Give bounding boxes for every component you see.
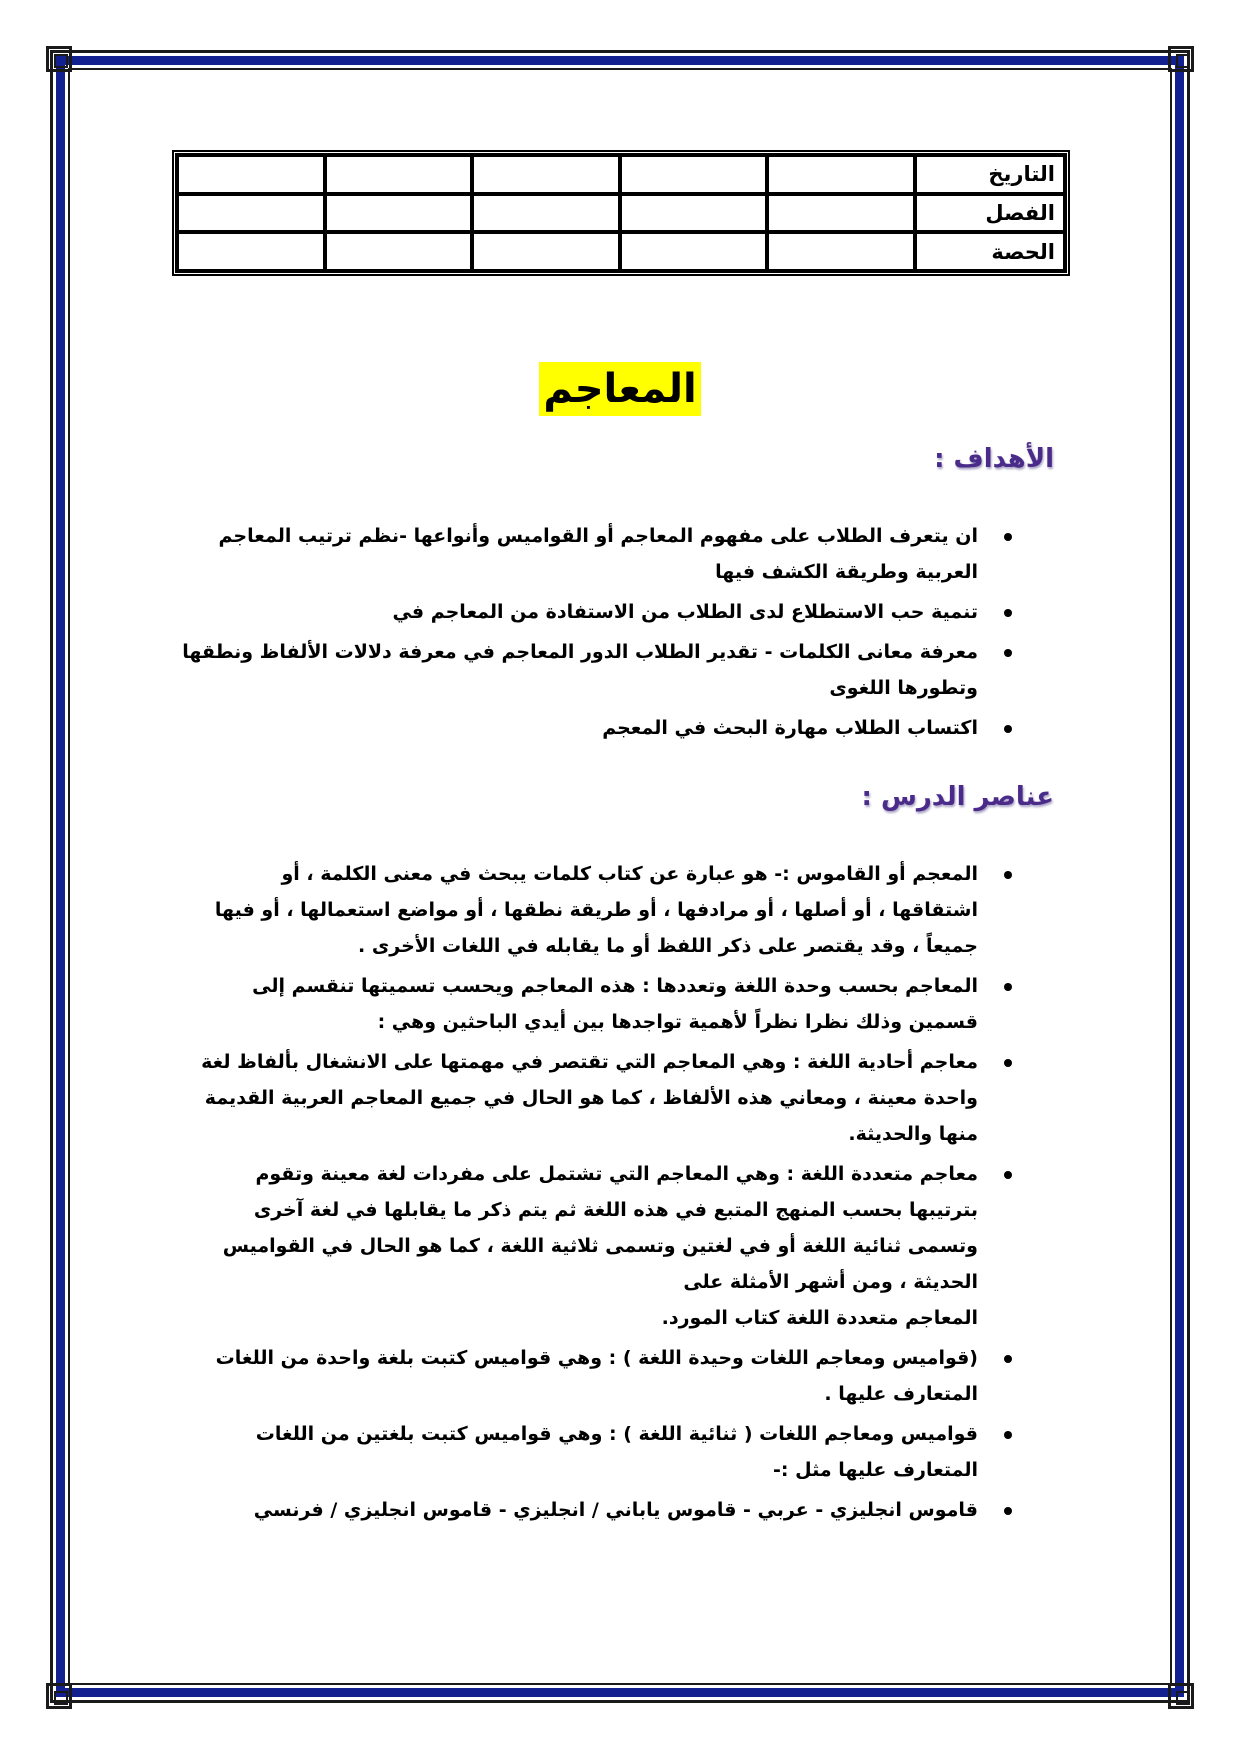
table-cell — [620, 194, 768, 233]
list-item-line: قاموس انجليزي - عربي - قاموس ياباني / انجليزي - قاموس انجليزي / فرنسي — [253, 1499, 978, 1521]
lesson-elements-heading: عناصر الدرس : — [861, 782, 1054, 812]
list-item — [158, 1156, 978, 1336]
table-cell — [177, 232, 325, 271]
list-item — [158, 1340, 978, 1412]
border-corner-ornament — [46, 46, 72, 72]
table-cell — [767, 232, 915, 271]
table-cell — [767, 155, 915, 194]
table-cell — [325, 155, 473, 194]
list-item-line: المعاجم بحسب وحدة اللغة وتعددها : هذه المعاجم ويحسب تسميتها تنقسم إلى — [252, 975, 978, 997]
list-item-line: معاجم أحادية اللغة : وهي المعاجم التي تقتصر في مهمتها على الانشغال بألفاظ لغة — [201, 1051, 978, 1073]
list-item-line: معرفة معانى الكلمات - تقدير الطلاب الدور المعاجم في معرفة دلالات الألفاظ ونطقها — [182, 641, 978, 663]
list-item-line: بترتيبها بحسب المنهج المتبع في هذه اللغة ثم يتم ذكر ما يقابلها في لغة آخرى — [253, 1199, 978, 1221]
table-cell — [177, 194, 325, 233]
list-item-line: قسمين وذلك نظرا نظراً لأهمية تواجدها بين أيدي الباحثين وهي : — [377, 1011, 978, 1033]
list-item-line: (قواميس ومعاجم اللغات وحيدة اللغة ) : وهي قواميس كتبت بلغة واحدة من اللغات — [215, 1347, 978, 1369]
table-cell — [472, 232, 620, 271]
table-cell — [472, 155, 620, 194]
goals-list — [158, 518, 978, 750]
list-item-line: المعاجم متعددة اللغة كتاب المورد. — [661, 1307, 978, 1329]
list-item-line: وتسمى ثنائية اللغة أو في لغتين وتسمى ثلاثية اللغة ، كما هو الحال في القواميس — [222, 1235, 978, 1257]
lesson-info-table — [172, 150, 1070, 276]
list-item-line: معاجم متعددة اللغة : وهي المعاجم التي تشتمل على مفردات لغة معينة وتقوم — [255, 1163, 978, 1185]
table-cell — [325, 232, 473, 271]
list-item — [158, 710, 978, 746]
list-item — [158, 1492, 978, 1528]
list-item-line: تنمية حب الاستطلاع لدى الطلاب من الاستفادة من المعاجم في — [392, 601, 978, 623]
lesson-elements-list — [158, 856, 978, 1532]
table-cell — [177, 155, 325, 194]
table-cell — [767, 194, 915, 233]
border-corner-ornament — [46, 1683, 72, 1709]
list-item-line: اشتقاقها ، أو أصلها ، أو مرادفها ، أو طريقة نطقها ، أو مواضع استعمالها ، أو فيها — [214, 899, 978, 921]
table-row — [177, 232, 1065, 271]
table-row — [177, 194, 1065, 233]
list-item-line: المعجم أو القاموس :- هو عبارة عن كتاب كلمات يبحث في معنى الكلمة ، أو — [281, 863, 978, 885]
list-item — [158, 1416, 978, 1488]
list-item-line: منها والحديثة. — [848, 1123, 978, 1145]
list-item-line: اكتساب الطلاب مهارة البحث في المعجم — [602, 717, 978, 739]
border-corner-ornament — [1168, 1683, 1194, 1709]
table-cell — [620, 232, 768, 271]
list-item — [158, 634, 978, 706]
list-item-line: ان يتعرف الطلاب على مفهوم المعاجم أو القواميس وأنواعها -نظم ترتيب المعاجم — [218, 525, 978, 547]
table-cell — [325, 194, 473, 233]
page-title: المعاجم — [539, 362, 700, 416]
date-label: التاريخ — [915, 155, 1065, 194]
list-item-line: وتطورها اللغوى — [829, 677, 978, 699]
list-item-line: الحديثة ، ومن أشهر الأمثلة على — [683, 1271, 978, 1293]
list-item — [158, 1044, 978, 1152]
list-item-line: واحدة معينة ، ومعاني هذه الألفاظ ، كما هو الحال في جميع المعاجم العربية القديمة — [204, 1087, 978, 1109]
goals-heading: الأهداف : — [934, 444, 1054, 474]
list-item — [158, 594, 978, 630]
list-item-line: المتعارف عليها مثل :- — [773, 1459, 978, 1481]
title-container — [0, 362, 1240, 416]
list-item — [158, 856, 978, 964]
list-item-line: قواميس ومعاجم اللغات ( ثنائية اللغة ) : وهي قواميس كتبت بلغتين من اللغات — [255, 1423, 978, 1445]
list-item-line: جميعاً ، وقد يقتصر على ذكر اللفظ أو ما يقابله في اللغات الأخرى . — [358, 935, 978, 957]
table-row — [177, 155, 1065, 194]
list-item-line: المتعارف عليها . — [824, 1383, 978, 1405]
list-item — [158, 518, 978, 590]
table-cell — [472, 194, 620, 233]
period-label: الحصة — [915, 232, 1065, 271]
class-label: الفصل — [915, 194, 1065, 233]
list-item — [158, 968, 978, 1040]
border-corner-ornament — [1168, 46, 1194, 72]
list-item-line: العربية وطريقة الكشف فيها — [715, 561, 978, 583]
table-cell — [620, 155, 768, 194]
